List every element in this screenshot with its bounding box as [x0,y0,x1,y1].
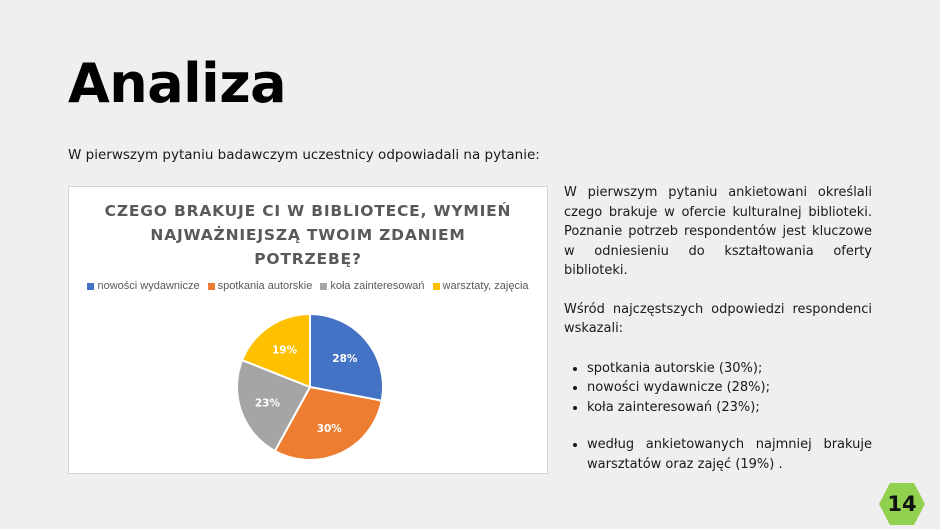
answers-list [564,359,872,418]
pie-plot-area [69,187,547,473]
list-item: • nowości wydawnicze (28%); [587,378,872,398]
list-item: • spotkania autorskie (30%); [587,359,872,379]
chart-title-line-3: POTRZEBĘ? [254,250,362,268]
intro-text: W pierwszym pytaniu badawczym uczestnicy odpowiadali na pytanie: [68,147,540,163]
analysis-paragraph-2: Wśród najczęstszych odpowiedzi respondenci wskazali: [564,301,872,336]
page-number: 14 [887,492,917,516]
pie-data-label-1: 28% [332,353,358,366]
slide-title: Analiza [68,52,287,115]
analysis-text [564,183,872,474]
list-item: • według ankietowanych najmniej brakuje warsztatów oraz zajęć (19%) . [587,435,872,474]
chart-title-line-2: NAJWAŻNIEJSZĄ TWOIM ZDANIEM [150,226,466,244]
pie-data-label-4: 19% [271,344,298,357]
legend-label: koła zainteresowań [330,280,425,292]
legend-label: nowości wydawnicze [97,280,200,292]
list-item: • koła zainteresowań (23%); [587,398,872,418]
pie-data-label-3: 23% [254,397,280,410]
conclusion-list [564,435,872,474]
pie-chart [68,186,548,474]
legend-label: warsztaty, zajęcia [442,280,529,292]
legend-label: spotkania autorskie [217,280,313,292]
analysis-paragraph-1: W pierwszym pytaniu ankietowani określali czego brakuje w ofercie kulturalnej biblioteki. Poznanie potrzeb respondentów jest kluczowe w odniesieniu do kształtowania oferty biblioteki. [564,185,872,278]
pie-data-label-2: 30% [316,422,342,435]
chart-title-line-1: CZEGO BRAKUJE CI W BIBLIOTECE, WYMIEŃ [104,202,512,220]
